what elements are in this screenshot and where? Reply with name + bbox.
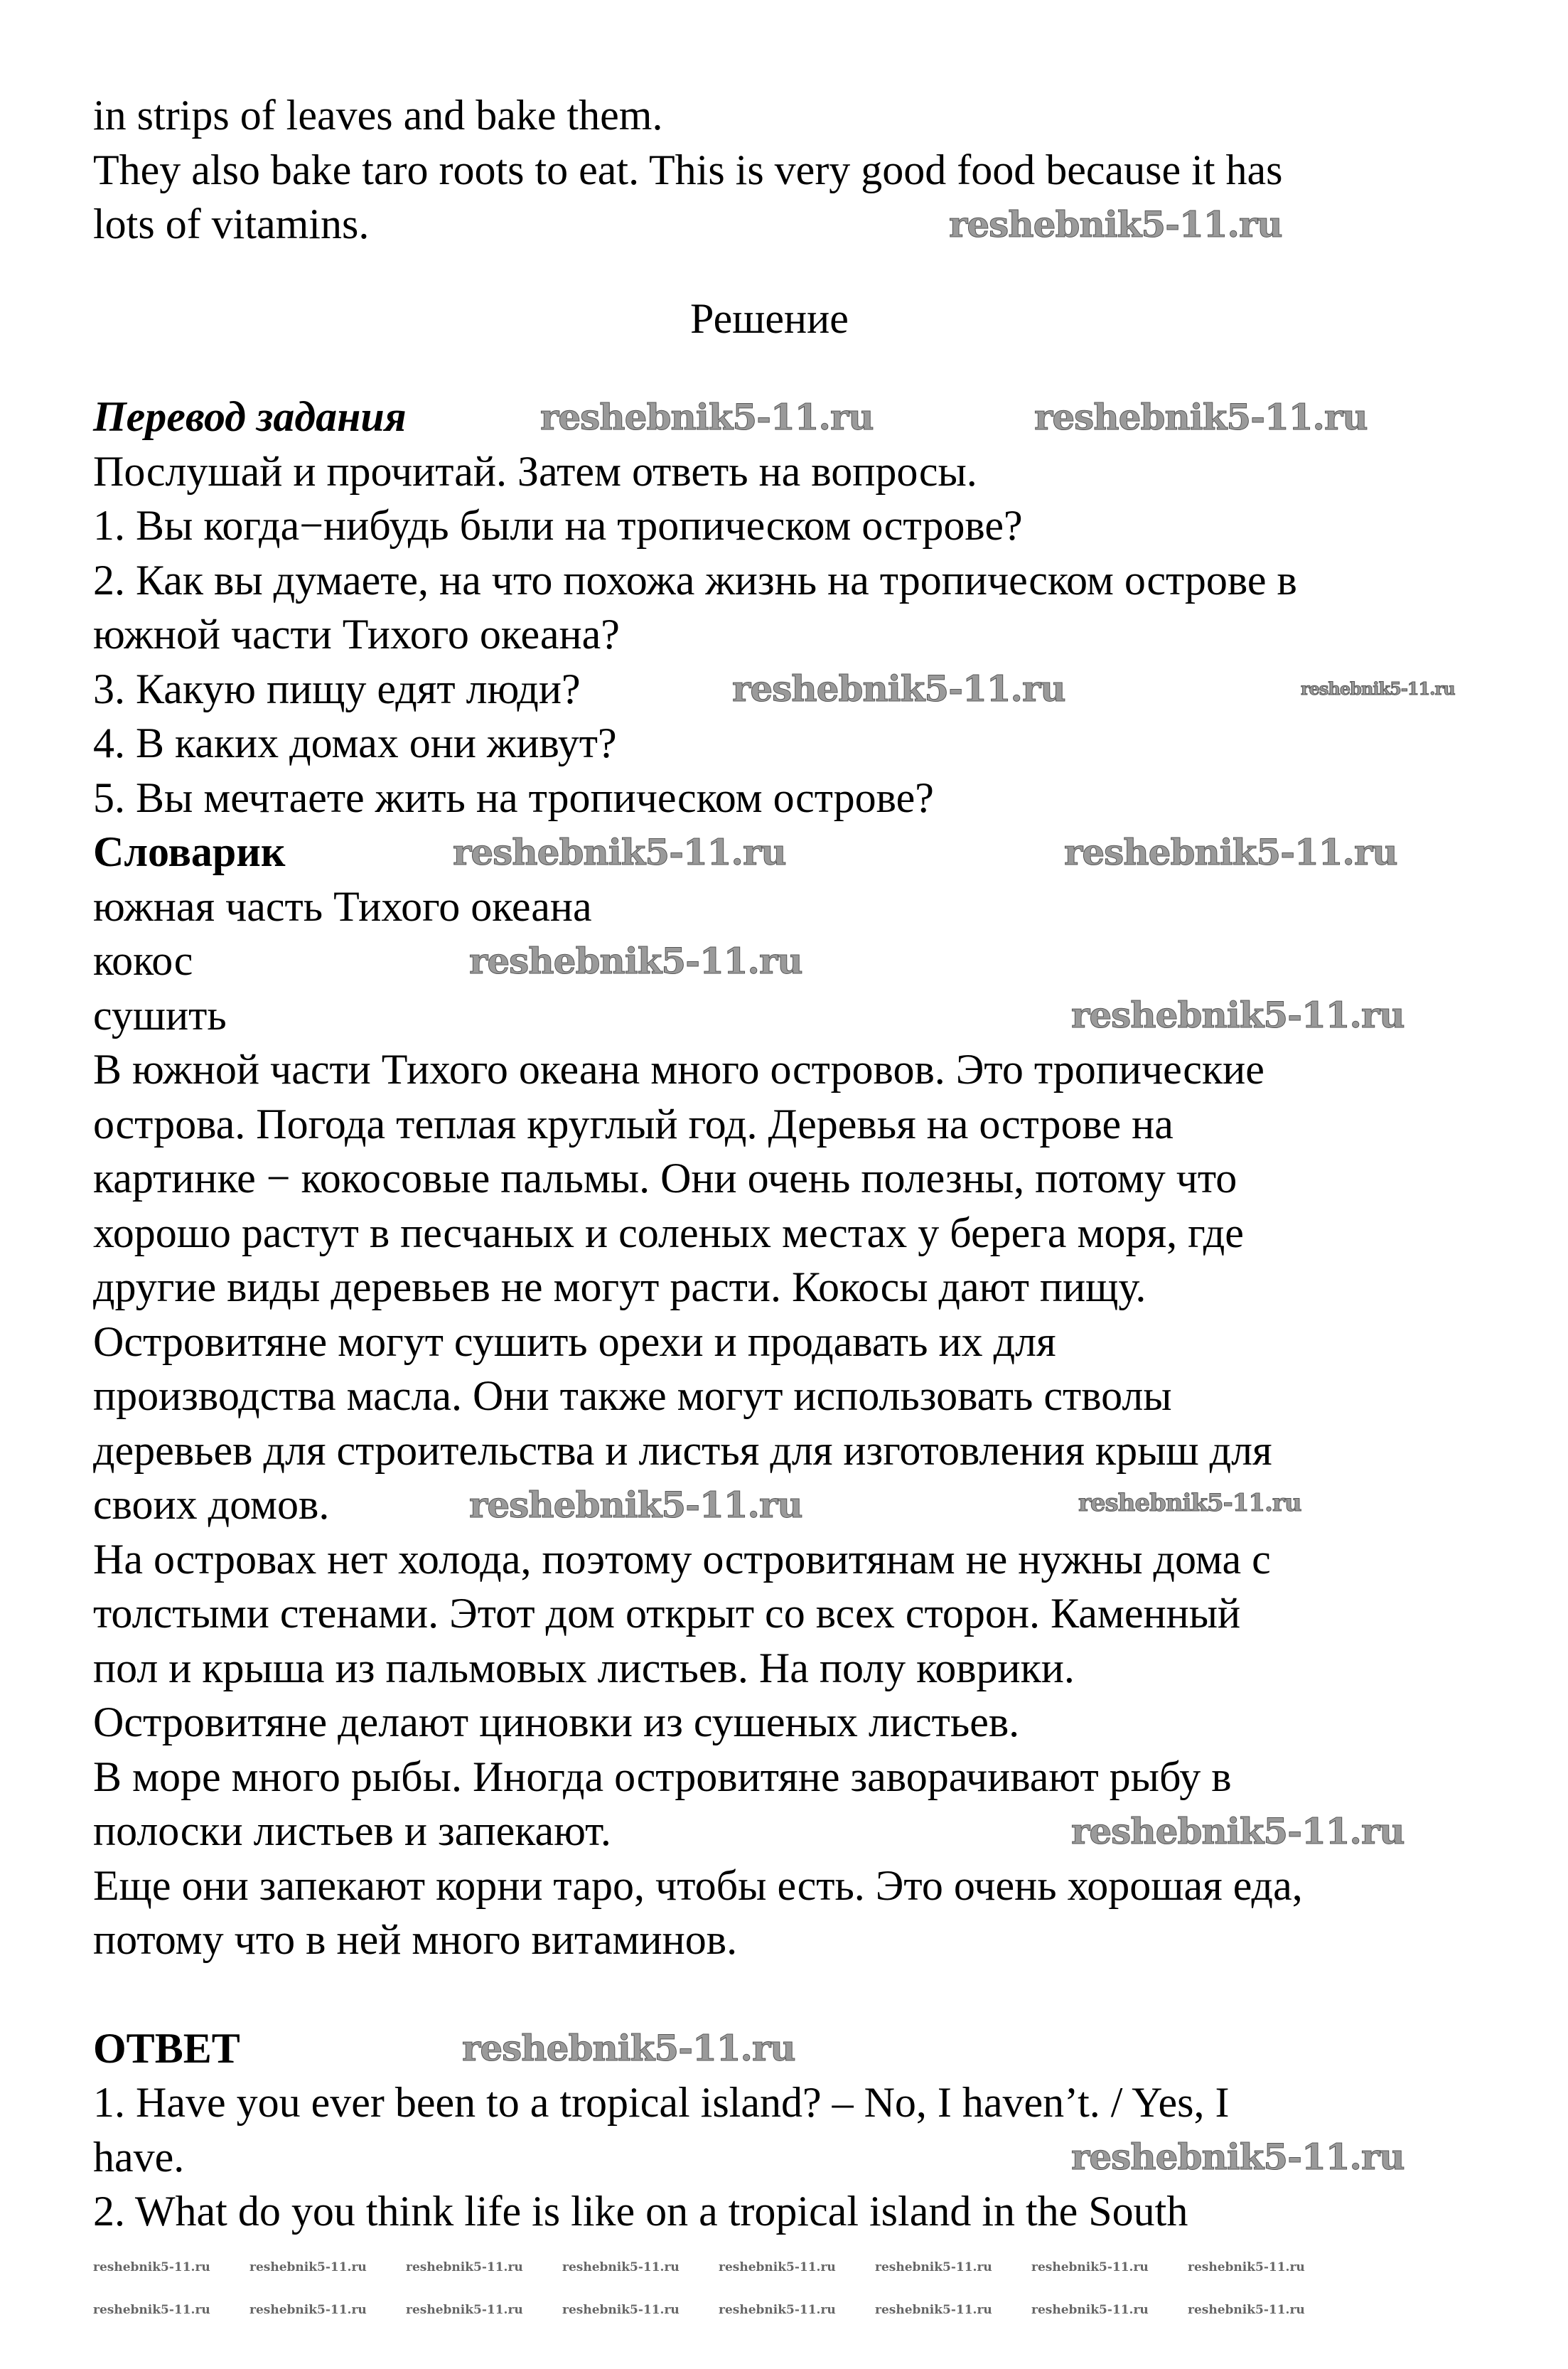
watermark: reshebnik5-11.ru [1064, 831, 1397, 873]
answer-line: 2. What do you think life is like on a tropical island in the South [93, 2188, 1188, 2235]
watermark: reshebnik5-11.ru [562, 2303, 680, 2317]
task-line: 2. Как вы думаете, на что похожа жизнь на тропическом острове в [93, 556, 1297, 604]
intro-line: lots of vitamins. [93, 200, 370, 247]
text-line: Островитяне могут сушить орехи и продавать их для [93, 1317, 1056, 1365]
watermark: reshebnik5-11.ru [406, 2303, 523, 2317]
watermark: reshebnik5-11.ru [406, 2260, 523, 2274]
intro-line: in strips of leaves and bake them. [93, 92, 663, 139]
text-line: производства масла. Они также могут использовать стволы [93, 1372, 1172, 1419]
watermark: reshebnik5-11.ru [1071, 1810, 1405, 1852]
watermark: reshebnik5-11.ru [875, 2260, 992, 2274]
watermark: reshebnik5-11.ru [93, 2260, 210, 2274]
answer-heading: ОТВЕТ [93, 2024, 240, 2072]
watermark: reshebnik5-11.ru [469, 1484, 802, 1526]
watermark: reshebnik5-11.ru [249, 2260, 367, 2274]
watermark: reshebnik5-11.ru [949, 203, 1282, 245]
watermark: reshebnik5-11.ru [1031, 2303, 1149, 2317]
watermark: reshebnik5-11.ru [1031, 2260, 1149, 2274]
text-line: другие виды деревьев не могут расти. Кокосы дают пищу. [93, 1263, 1147, 1310]
text-line: потому что в ней много витаминов. [93, 1916, 738, 1963]
answer-line: have. [93, 2133, 185, 2181]
vocab-line: сушить [93, 991, 227, 1039]
watermark: reshebnik5-11.ru [1034, 396, 1368, 438]
text-line: деревьев для строительства и листья для изготовления крыш для [93, 1426, 1272, 1474]
answer-line: 1. Have you ever been to a tropical island? – No, I haven’t. / Yes, I [93, 2079, 1230, 2126]
task-line: 3. Какую пищу едят люди? [93, 665, 581, 712]
text-line: Еще они запекают корни таро, чтобы есть. Это очень хорошая еда, [93, 1861, 1303, 1909]
watermark: reshebnik5-11.ru [1071, 2136, 1405, 2178]
text-line: Островитяне делают циновки из сушеных листьев. [93, 1699, 1020, 1745]
vocab-line: кокос [93, 937, 193, 984]
watermark: reshebnik5-11.ru [93, 2303, 210, 2317]
text-line: В море много рыбы. Иногда островитяне заворачивают рыбу в [93, 1753, 1232, 1800]
watermark: reshebnik5-11.ru [1071, 994, 1405, 1036]
text-line: картинке − кокосовые пальмы. Они очень полезны, потому что [93, 1155, 1237, 1202]
text-line: острова. Погода теплая круглый год. Деревья на острове на [93, 1100, 1174, 1148]
text-line: На островах нет холода, поэтому островитянам не нужны дома с [93, 1535, 1271, 1583]
watermark: reshebnik5-11.ru [462, 2027, 795, 2069]
task-line: Послушай и прочитай. Затем ответь на вопросы. [93, 447, 977, 495]
translation-heading: Перевод задания [93, 393, 407, 440]
text-line: своих домов. [93, 1481, 330, 1528]
watermark: reshebnik5-11.ru [719, 2260, 836, 2274]
text-line: пол и крыша из пальмовых листьев. На полу коврики. [93, 1644, 1075, 1691]
watermark: reshebnik5-11.ru [875, 2303, 992, 2317]
document-page [93, 88, 1486, 2239]
vocab-heading: Словарик [93, 828, 286, 875]
text-line: толстыми стенами. Этот дом открыт со всех сторон. Каменный [93, 1590, 1241, 1637]
task-line: 4. В каких домах они живут? [93, 720, 617, 766]
task-line: 1. Вы когда−нибудь были на тропическом острове? [93, 502, 1023, 549]
watermark: reshebnik5-11.ru [249, 2303, 367, 2317]
watermark: reshebnik5-11.ru [1188, 2303, 1305, 2317]
watermark: reshebnik5-11.ru [540, 396, 874, 438]
intro-line: They also bake taro roots to eat. This is very good food because it has [93, 146, 1283, 193]
vocab-line: южная часть Тихого океана [93, 882, 592, 930]
watermark: reshebnik5-11.ru [732, 668, 1065, 710]
text-line: хорошо растут в песчаных и соленых местах у берега моря, где [93, 1209, 1244, 1256]
watermark: reshebnik5-11.ru [1301, 678, 1455, 699]
text-line: В южной части Тихого океана много островов. Это тропические [93, 1046, 1264, 1093]
watermark: reshebnik5-11.ru [1188, 2260, 1305, 2274]
text-line: полоски листьев и запекают. [93, 1807, 611, 1854]
watermark: reshebnik5-11.ru [453, 831, 786, 873]
task-line: 5. Вы мечтаете жить на тропическом острове? [93, 774, 934, 821]
task-line: южной части Тихого океана? [93, 611, 620, 658]
watermark: reshebnik5-11.ru [469, 940, 802, 982]
solution-heading: Решение [690, 294, 849, 342]
watermark: reshebnik5-11.ru [719, 2303, 836, 2317]
watermark: reshebnik5-11.ru [1078, 1489, 1301, 1517]
watermark: reshebnik5-11.ru [562, 2260, 680, 2274]
